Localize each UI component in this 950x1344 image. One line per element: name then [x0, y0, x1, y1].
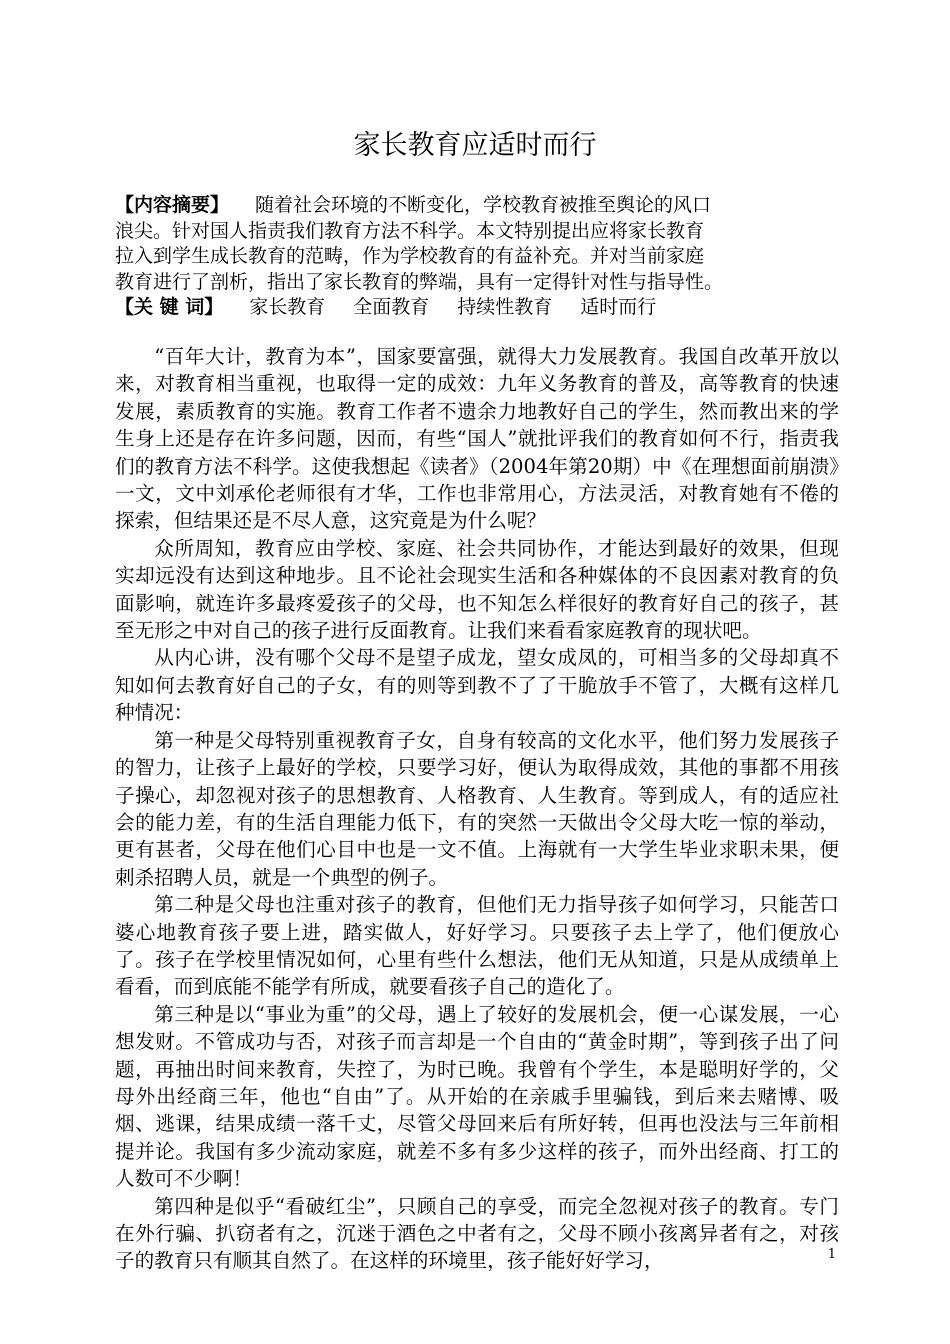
paragraph: 第三种是以“事业为重”的父母，遇上了较好的发展机会，便一心谋发展，一心想发财。不管成功与否，对孩子而言却是一个自由的“黄金时期”，等到孩子出了问题，再抽出时间来教育，失控了，为时已晚。我曾有个学生，本是聪明好学的，父母外出经商三年，他也“自由”了。从开始的在亲戚手里骗钱，到后来去赌博、吸烟、逃课，结果成绩一落千丈，尽管父母回来后有所好转，但再也没法与三年前相提并论。我国有多少流动家庭，就差不多有多少这样的孩子，而外出经商、打工的人数可不少啊！	[115, 1002, 839, 1191]
paragraph: 众所周知，教育应由学校、家庭、社会共同协作，才能达到最好的效果，但现实却远没有达到这种地步。且不论社会现实生活和各种媒体的不良因素对教育的负面影响，就连许多最疼爱孩子的父母，也不知怎么样很好的教育好自己的孩子，甚至无形之中对自己的孩子进行反面教育。让我们来看看家庭教育的现状吧。	[115, 536, 839, 643]
page-number: 1	[827, 1247, 836, 1262]
paragraph: 第四种是似乎“看破红尘”，只顾自己的享受，而完全忽视对孩子的教育。专门在外行骗、扒窃者有之，沉迷于酒色之中者有之，父母不顾小孩离异者有之，对孩子的教育只有顺其自然了。在这样的环境里，孩子能好好学习，	[115, 1194, 839, 1273]
paragraph: “百年大计，教育为本”，国家要富强，就得大力发展教育。我国自改革开放以来，对教育相当重视，也取得一定的成效：九年义务教育的普及，高等教育的快速发展，素质教育的实施。教育工作者不遗余力地教好自己的学生，然而教出来的学生身上还是存在许多问题，因而，有些“国人”就批评我们的教育如何不行，指责我们的教育方法不科学。这使我想起《读者》（2004年第20期）中《在理想面前崩溃》一文，文中刘承伦老师很有才华，工作也非常用心，方法灵活，对教育她有不倦的探索，但结果还是不尽人意，这究竟是为什么呢？	[115, 345, 839, 533]
abstract-block	[115, 193, 820, 321]
paragraph: 第二种是父母也注重对孩子的教育，但他们无力指导孩子如何学习，只能苦口婆心地教育孩子要上进，踏实做人，好好学习。只要孩子去上学了，他们便放心了。孩子在学校里情况如何，心里有些什么想法，他们无从知道，只是从成绩单上看看，而到底能不能学有所成，就要看孩子自己的造化了。	[115, 893, 839, 999]
document-title: 家长教育应适时而行	[353, 130, 597, 161]
paragraph: 第一种是父母特别重视教育子女，自身有较高的文化水平，他们努力发展孩子的智力，让孩子上最好的学校，只要学习好，便认为取得成效，其他的事都不用孩子操心，却忽视对孩子的思想教育、人格教育、人生教育。等到成人，有的适应社会的能力差，有的生活自理能力低下，有的突然一天做出令父母大吃一惊的举动，更有甚者，父母在他们心目中也是一文不值。上海就有一大学生毕业求职未果，便刺杀招聘人员，就是一个典型的例子。	[115, 728, 839, 889]
paragraph: 从内心讲，没有哪个父母不是望子成龙，望女成凤的，可相当多的父母却真不知如何去教育好自己的子女，有的则等到教不了了干脆放手不管了，大概有这样几种情况：	[115, 646, 839, 725]
keyword: 持续性教育	[457, 296, 553, 319]
abstract-line: 教育进行了剖析，指出了家长教育的弊端，具有一定得针对性与指导性。	[115, 270, 724, 293]
abstract-line	[115, 193, 820, 219]
keywords-line	[115, 295, 820, 321]
abstract-line: 浪尖。针对国人指责我们教育方法不科学。本文特别提出应将家长教育	[115, 219, 705, 242]
keyword: 家长教育	[249, 296, 326, 319]
abstract-line: 拉入到学生成长教育的范畴，作为学校教育的有益补充。并对当前家庭	[115, 245, 705, 268]
keyword: 全面教育	[353, 296, 430, 319]
body-text	[115, 343, 839, 1275]
abstract-label: 【内容摘要】	[115, 194, 230, 216]
abstract-text: 随着社会环境的不断变化，学校教育被推至舆论的风口	[255, 194, 712, 216]
keywords-label: 【关 键 词】	[115, 296, 224, 319]
keyword: 适时而行	[580, 296, 657, 319]
